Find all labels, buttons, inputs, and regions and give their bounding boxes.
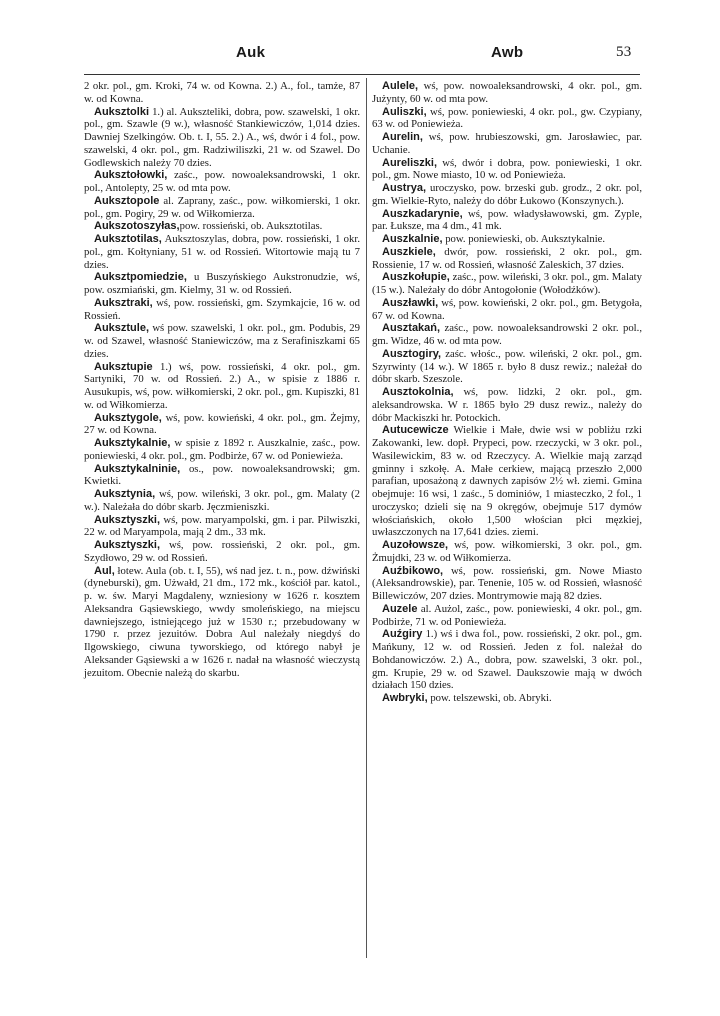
entry-text: dwór, pow. rossieński, 2 okr. pol., gm. Rossienie, 17 w. od Rossień, własność Zaleskich, 37 dzies. <box>372 245 642 271</box>
entry-text: al. Aużol, zaśc., pow. poniewieski, 4 okr. pol., gm. Podbirże, 71 w. od Poniewieża. <box>372 602 642 628</box>
dictionary-entry <box>84 195 360 221</box>
dictionary-entry <box>372 386 642 424</box>
dictionary-entry <box>372 692 642 705</box>
left-column <box>84 80 360 679</box>
dictionary-entry <box>84 361 360 412</box>
entry-text: pow. poniewieski, ob. Auksztykalnie. <box>442 233 606 245</box>
entry-text: 1.) wś i dwa fol., pow. rossieński, 2 okr. pol., gm. Mańkuny, 12 w. od Rossień. Jeden z fol. należał do Bohdanowiczów. 2.) A., dobra, pow. szawelski, 3 okr. pol., gm. Krupie, 29 w. od Szawel. Daukszowie mają w dwóch działach 150 dzies. <box>372 628 642 692</box>
entry-headword: Auksztynia, <box>94 488 156 500</box>
entry-text: wś pow. szawelski, 1 okr. pol., gm. Podubis, 29 w. od Szawel, własność Staniewiczów, ma z Serafiniszkami 65 dzies. <box>84 322 360 360</box>
entry-headword: Auszkiele, <box>382 245 436 258</box>
entry-headword: Autucewicze <box>382 424 449 437</box>
entry-headword: Aul, <box>94 564 115 577</box>
header-rule <box>84 74 640 75</box>
entry-headword: Auszkołupie, <box>382 271 450 284</box>
entry-headword: Auksztotilas, <box>94 233 162 245</box>
entry-text: Wielkie i Małe, dwie wsi w pobliżu rzki Zakowanki, lew. dopł. Prypeci, pow. rzeczycki, w 3 okr. pol., Wasilewickim, 83 w. od Rzeczycy. A. Wielkie mają zarząd gminny i szkołę. A. Małe cerkiew, mającą przeszło 2,000 parafian, uposażoną z dawnych zapisów 2½ wł. ziemi. Gmina obejmuje: 16 wsi, 1 zaśc., 5 dominiów, 1 miasteczko, 2 fol., 1 uroczysko; dzieli się na 9 okręgów, obejmuje 517 dymów włościańskich, około 1,500 włościan płci męzkiej, uwłaszczonych na 17,641 dzies. ziemi. <box>372 424 642 539</box>
entry-headword: Auźbikowo, <box>382 564 444 577</box>
entry-text: 1.) al. Aukszteliki, dobra, pow. szawelski, 1 okr. pol., gm. Szawle (9 w.), własność Stankiewiczów, 1,014 dzies. Dawniej Szelkingów. Ob. t. I, 55. 2.) A., wś, dwór i 4 fol., pow. szawelski, 4 okr. pol., gm. Radziwiliszki, 21 w. od Szawel. Do Godlewskich należy 70 dzies. <box>84 105 360 169</box>
entry-headword: Aureliszki, <box>382 156 438 169</box>
entry-text: u Buszyńskiego Aukstronudzie, wś, pow. oszmiański, gm. Kielmy, 31 w. od Rossień. <box>84 271 360 296</box>
entry-text: pow. rossieński, ob. Auksztotilas. <box>179 220 323 233</box>
entry-headword: Austrya, <box>382 182 427 194</box>
dictionary-entry <box>84 412 360 438</box>
dictionary-entry <box>372 271 642 297</box>
entry-text: wś, pow. nowoaleksandrowski, 4 okr. pol., gm. Jużynty, 60 w. od mta pow. <box>372 80 642 105</box>
dictionary-entry <box>372 603 642 629</box>
dictionary-entry <box>372 246 642 272</box>
entry-text: zaśc., pow. nowoaleksandrowski, 1 okr. pol., Antolepty, 25 w. od mta pow. <box>84 169 360 194</box>
dictionary-entry <box>372 539 642 565</box>
entry-text: wś, pow. maryampolski, gm. i par. Pilwiszki, 22 w. od Maryampola, mają 2 dm., 33 mk. <box>84 513 360 539</box>
entry-headword: Ausztokolnia, <box>382 386 454 398</box>
dictionary-entry <box>84 488 360 514</box>
entry-text: wś, pow. rossieński, gm. Nowe Miasto (Aleksandrowskie), par. Tenenie, 105 w. od Rossień, własność Billewiczów, 207 dzies. Montrymowie mają 82 dzies. <box>372 564 642 602</box>
entry-headword: Aurelin, <box>382 131 423 143</box>
page-number: 53 <box>616 44 632 60</box>
entry-headword: Auksztyszki, <box>94 539 161 551</box>
entry-headword: Auliszki, <box>382 105 427 118</box>
entry-text: wś, pow. kowieński, 4 okr. pol., gm. Żejmy, 27 w. od Kowna. <box>84 411 360 437</box>
dictionary-entry <box>84 514 360 540</box>
entry-headword: Ausztogiry, <box>382 347 442 360</box>
dictionary-entry <box>372 106 642 132</box>
column-divider <box>366 78 367 958</box>
entry-headword: Auksztupie <box>94 360 153 373</box>
dictionary-entry <box>372 348 642 386</box>
entry-text: w spisie z 1892 r. Auszkalnie, zaśc., pow. poniewieski, 4 okr. pol., gm. Podbirże, 67 w. od Poniewieża. <box>84 437 360 462</box>
entry-text: pow. telszewski, ob. Abryki. <box>427 692 552 704</box>
entry-text: wś, pow. wileński, 3 okr. pol., gm. Malaty (2 w.). Należała do dóbr skarb. Jęczmieniszki. <box>84 488 360 513</box>
entry-headword: Auźgiry <box>382 628 423 641</box>
entry-headword: Auksztule, <box>94 322 150 335</box>
entry-headword: Auszkalnie, <box>382 233 443 245</box>
entry-text: wś, pow. rossieński, 2 okr. pol., gm. Szydłowo, 29 w. od Rossień. <box>84 539 360 564</box>
entry-headword: Auksztopole <box>94 194 160 207</box>
entry-headword: Auksztyszki, <box>94 513 161 526</box>
running-head-right: Awb <box>491 44 524 61</box>
dictionary-entry <box>84 565 360 680</box>
entry-headword: Auksztołowki, <box>94 169 168 182</box>
entry-text: wś, pow. hrubieszowski, gm. Jarosławiec, par. Uchanie. <box>372 131 642 156</box>
dictionary-entry <box>372 565 642 603</box>
dictionary-entry <box>84 322 360 360</box>
entry-text: 2 okr. pol., gm. Kroki, 74 w. od Kowna. 2.) A., fol., tamże, 87 w. od Kowna. <box>84 80 360 105</box>
right-column <box>372 80 642 705</box>
entry-headword: Auksztraki, <box>94 296 153 309</box>
dictionary-entry <box>84 297 360 323</box>
dictionary-entry <box>372 208 642 234</box>
dictionary-entry <box>372 424 642 539</box>
entry-headword: Awbryki, <box>382 692 428 704</box>
entry-headword: Auksztykalninie, <box>94 462 181 475</box>
entry-text: uroczysko, pow. brzeski gub. grodz., 2 okr. pol, gm. Wielkie-Ryto, należy do dóbr Łukowo (Konszynych.). <box>372 182 642 207</box>
entry-text: al. Zaprany, zaśc., pow. wiłkomierski, 1 okr. pol., gm. Pogiry, 29 w. od Wiłkomierza. <box>84 194 360 220</box>
dictionary-entry <box>372 80 642 106</box>
entry-text: wś, pow. kowieński, 2 okr. pol., gm. Betygoła, 67 w. od Kowna. <box>372 296 642 322</box>
dictionary-entry <box>84 106 360 170</box>
dictionary-entry <box>84 169 360 195</box>
dictionary-entry <box>84 539 360 565</box>
entry-text: wś, pow. lidzki, 2 okr. pol., gm. aleksandrowska. W r. 1865 było 29 dusz rewiz., należy do dóbr Mackiszki hr. Potockich. <box>372 386 642 424</box>
entry-text: wś, pow. rossieński, gm. Szymkajcie, 16 w. od Rossień. <box>84 296 360 322</box>
dictionary-entry <box>84 80 360 106</box>
entry-headword: Auzele <box>382 602 418 615</box>
dictionary-entry <box>84 463 360 489</box>
entry-text: wś, dwór i dobra, pow. poniewieski, 1 okr. pol., gm. Nowe miasto, 10 w. od Poniewieża. <box>372 156 642 182</box>
entry-headword: Auksztygole, <box>94 411 162 424</box>
dictionary-entry <box>372 322 642 348</box>
dictionary-entry <box>372 157 642 183</box>
entry-headword: Auszkadarynie, <box>382 207 463 220</box>
entry-headword: Auszławki, <box>382 296 439 309</box>
dictionary-entry <box>372 628 642 692</box>
entry-headword: Aulele, <box>382 80 419 92</box>
entry-headword: Auksztolki <box>94 105 150 118</box>
dictionary-entry <box>372 131 642 157</box>
dictionary-entry <box>372 297 642 323</box>
entry-headword: Aukszotoszyłas, <box>94 220 180 233</box>
entry-headword: Auksztpomiedzie, <box>94 271 187 284</box>
entry-text: zaśc. włośc., pow. wileński, 2 okr. pol., gm. Szyrwinty (14 w.). W 1865 r. było 8 dusz rewiz.; należał do dóbr skarb. Szeszole. <box>372 347 642 386</box>
entry-headword: Auksztykalnie, <box>94 437 171 449</box>
entry-text: Auksztoszylas, dobra, pow. rossieński, 1 okr. pol., gm. Kołtyniany, 51 w. od Rossień. Witortowie mają tu 7 dzies. <box>84 233 360 271</box>
dictionary-entry <box>84 437 360 463</box>
dictionary-entry <box>84 271 360 297</box>
entry-text: os., pow. nowoaleksandrowski; gm. Kwietki. <box>84 462 360 488</box>
entry-headword: Ausztakań, <box>382 322 441 335</box>
entry-text: łotew. Aula (ob. t. I, 55), wś nad jez. t. n., pow. dźwiński (dyneburski), gm. Użwałd, 21 dm., 172 mk., kościół par. katol., p. w. św. Maryi Magdaleny, wzniesiony w 1626 r. kosztem Aleksandra Gąsiewskiego, wwdy smoleńskiego, na miejscu dawniejszego, istniejącego już w 1530 r.; przebudowany w 1790 r. przez jezuitów. Dobra Aul należały niegdyś do Ilgowskiego, ciwuna tyworskiego, od którego nabył je Aleksander Gąsiewski a w 1626 r. nadał na własność wieczystą jezuitom. Obecnie należą do skarbu. <box>84 564 360 679</box>
entry-text: zaśc., pow. wileński, 3 okr. pol., gm. Malaty (15 w.). Należały do dóbr Antogołonie (Wołodźków). <box>372 271 642 296</box>
entry-text: wś, pow. poniewieski, 4 okr. pol., gw. Czypiany, 63 w. od Poniewieża. <box>372 105 642 131</box>
entry-text: wś, pow. wiłkomierski, 3 okr. pol., gm. Żmujdki, 23 w. od Wiłkomierza. <box>372 539 642 564</box>
dictionary-entry <box>84 233 360 271</box>
entry-text: zaśc., pow. nowoaleksandrowski 2 okr. pol., gm. Widze, 46 w. od mta pow. <box>372 322 642 347</box>
dictionary-entry <box>84 220 360 233</box>
dictionary-entry <box>372 233 642 246</box>
entry-text: 1.) wś, pow. rossieński, 4 okr. pol., gm. Sartyniki, 70 w. od Rossień. 2.) A., w spisie z 1886 r. Ausukupis, wś, pow. wiłkomierski, 2 okr. pol., gm. Kupiszki, 81 w. od Wiłkomierza. <box>84 360 360 411</box>
dictionary-entry <box>372 182 642 208</box>
entry-headword: Auzołowsze, <box>382 539 449 551</box>
entry-text: wś, pow. władysławowski, gm. Zyple, par. Łuksze, ma 4 dm., 41 mk. <box>372 207 642 233</box>
running-head-left: Auk <box>236 44 266 61</box>
